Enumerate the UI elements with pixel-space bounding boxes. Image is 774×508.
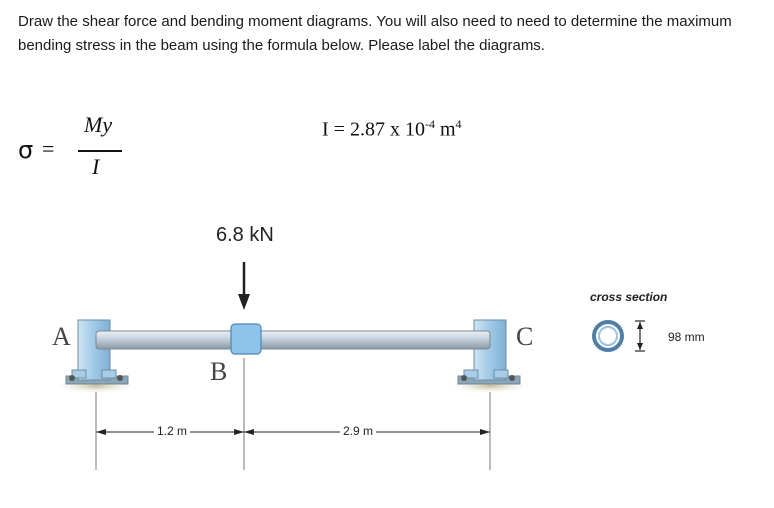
dimension-bc-label: 2.9 m [340,424,376,438]
equals-sign: = [42,136,55,161]
cross-section-icon [594,321,645,351]
sigma-symbol: σ [18,136,34,164]
load-block-b [231,324,261,354]
diameter-label: 98 mm [668,330,705,344]
load-label: 6.8 kN [216,224,274,246]
inertia-prefix: I = 2.87 x 10 [322,118,425,141]
point-c-label: C [516,322,534,351]
beam-body [96,331,490,349]
support-a [66,320,128,384]
dim-arrow-b-left [234,429,244,435]
formula-numerator: My [84,112,113,137]
dim-arrow-a [96,429,106,435]
inertia-unit-exponent: 4 [455,117,462,131]
point-a-label: A [52,322,71,351]
inertia-exponent: -4 [424,117,435,131]
inertia-unit: m [434,118,456,141]
load-arrow-head [238,294,250,310]
point-b-label: B [210,357,228,386]
dim-arrow-c [480,429,490,435]
cross-section-label: cross section [590,290,668,304]
dimension-ab-label: 1.2 m [154,424,190,438]
support-c [458,320,520,384]
formula-denominator: I [92,154,100,179]
dim-arrow-b-right [244,429,254,435]
problem-statement: Draw the shear force and bending moment diagrams. You will also need to need to determine the maximum bending stress in the beam using the formula below. Please label the diagrams. [18,13,732,54]
